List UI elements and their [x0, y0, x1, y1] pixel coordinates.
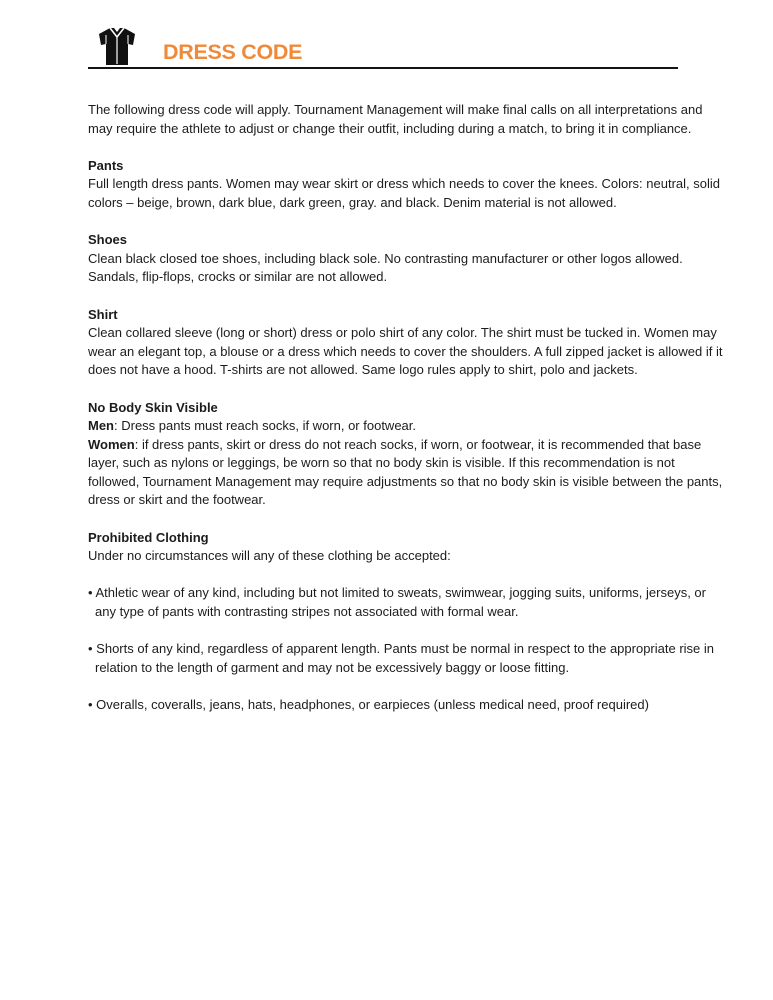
prohibited-intro: Under no circumstances will any of these clothing be accepted:	[88, 548, 451, 564]
women-rule	[88, 436, 728, 510]
page-header	[88, 26, 678, 70]
list-item: • Athletic wear of any kind, including but not limited to sweats, swimwear, jogging suits, uniforms, jerseys, or any type of pants with contrasting stripes not associated with formal wear.	[88, 585, 706, 620]
list-item: • Shorts of any kind, regardless of apparent length. Pants must be normal in respect to the appropriate rise in relation to the length of garment and may not be excessively baggy or loose fitting.	[88, 641, 715, 675]
men-text: : Dress pants must reach socks, if worn, or footwear.	[114, 418, 417, 434]
men-rule	[88, 417, 728, 436]
pants-text: Full length dress pants. Women may wear skirt or dress which needs to cover the knees. Colors: neutral, solid colors – beige, brown, dark blue, dark green, gray. and black. Denim material is not allowed.	[88, 176, 720, 210]
shoes-text: Clean black closed toe shoes, including black sole. No contrasting manufacturer or other logos allowed. Sandals, flip-flops, crocks or similar are not allowed.	[88, 250, 683, 285]
page-title: DRESS CODE	[163, 40, 303, 64]
intro-paragraph: The following dress code will apply. Tournament Management will make final calls on all interpretations and may require the athlete to adjust or change their outfit, including during a match, to bring it in compliance.	[88, 102, 703, 136]
header-divider	[88, 67, 678, 69]
shirt-heading: Shirt	[88, 306, 118, 322]
women-text: : if dress pants, skirt or dress do not reach socks, if worn, or footwear, it is recommended that base layer, such as nylons or leggings, be worn so that no body skin is visible. If this recommendation is not followed, Tournament Management may require adjustments so that no body skin is visible between the pants, dress or skirt and the footwear.	[88, 436, 723, 508]
document-body	[88, 101, 728, 715]
prohibited-heading: Prohibited Clothing	[88, 529, 209, 545]
skin-heading: No Body Skin Visible	[88, 399, 218, 415]
women-label: Women	[88, 436, 135, 452]
shirt-icon	[98, 26, 136, 66]
pants-heading: Pants	[88, 157, 124, 173]
list-item: • Overalls, coveralls, jeans, hats, headphones, or earpieces (unless medical need, proof required)	[88, 697, 649, 712]
shirt-text: Clean collared sleeve (long or short) dress or polo shirt of any color. The shirt must be tucked in. Women may wear an elegant top, a blouse or a dress which needs to cover the shoulders. A full zipped jacket is allowed if it does not have a hood. T-shirts are not allowed. Same logo rules apply to shirt, polo and jackets.	[88, 325, 723, 378]
shoes-heading: Shoes	[88, 232, 128, 248]
men-label: Men	[88, 418, 114, 434]
